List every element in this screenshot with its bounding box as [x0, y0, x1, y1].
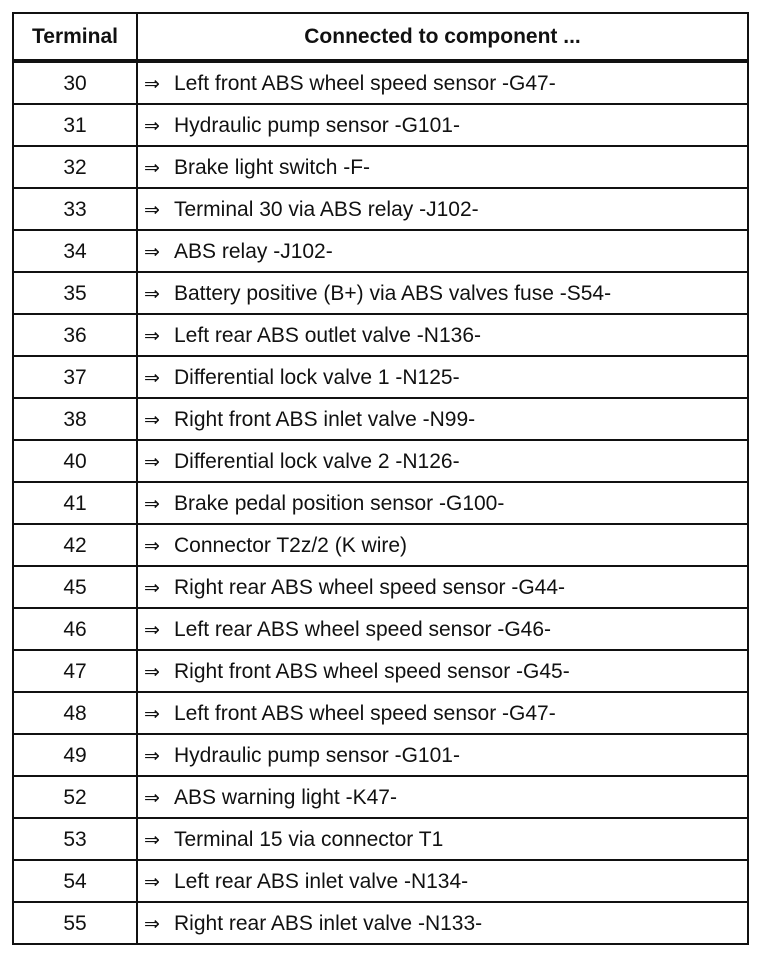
arrow-icon: ⇒	[144, 72, 160, 95]
component-cell	[137, 482, 748, 524]
terminal-number: 36	[13, 314, 137, 356]
component-cell	[137, 230, 748, 272]
component-cell	[137, 356, 748, 398]
component-cell	[137, 650, 748, 692]
component-name: Left rear ABS inlet valve -N134-	[174, 869, 469, 893]
terminal-number: 42	[13, 524, 137, 566]
table-row	[13, 314, 748, 356]
component-name: Differential lock valve 2 -N126-	[174, 449, 460, 473]
table-row	[13, 61, 748, 104]
terminal-number: 40	[13, 440, 137, 482]
table-row	[13, 566, 748, 608]
table-row	[13, 104, 748, 146]
component-name: Battery positive (B+) via ABS valves fuse -S54-	[174, 281, 612, 305]
arrow-icon: ⇒	[144, 240, 160, 263]
component-name: Left front ABS wheel speed sensor -G47-	[174, 71, 556, 95]
terminal-number: 53	[13, 818, 137, 860]
arrow-icon: ⇒	[144, 786, 160, 809]
component-name: ABS warning light -K47-	[174, 785, 397, 809]
arrow-icon: ⇒	[144, 702, 160, 725]
component-cell	[137, 734, 748, 776]
header-row	[13, 13, 748, 61]
component-name: Connector T2z/2 (K wire)	[174, 533, 408, 557]
component-cell	[137, 314, 748, 356]
terminal-number: 54	[13, 860, 137, 902]
table-body	[13, 61, 748, 944]
terminal-connection-table	[12, 12, 749, 945]
component-name: Hydraulic pump sensor -G101-	[174, 743, 460, 767]
component-name: Left front ABS wheel speed sensor -G47-	[174, 701, 556, 725]
component-cell	[137, 440, 748, 482]
table-row	[13, 860, 748, 902]
component-name: Right rear ABS inlet valve -N133-	[174, 911, 483, 935]
table-row	[13, 146, 748, 188]
table-row	[13, 692, 748, 734]
terminal-number: 31	[13, 104, 137, 146]
table-row	[13, 734, 748, 776]
arrow-icon: ⇒	[144, 198, 160, 221]
arrow-icon: ⇒	[144, 534, 160, 557]
table-row	[13, 188, 748, 230]
component-name: Hydraulic pump sensor -G101-	[174, 113, 460, 137]
component-name: Right rear ABS wheel speed sensor -G44-	[174, 575, 566, 599]
component-name: Left rear ABS outlet valve -N136-	[174, 323, 481, 347]
arrow-icon: ⇒	[144, 492, 160, 515]
arrow-icon: ⇒	[144, 114, 160, 137]
table-row	[13, 902, 748, 944]
arrow-icon: ⇒	[144, 828, 160, 851]
table-row	[13, 524, 748, 566]
component-name: ABS relay -J102-	[174, 239, 333, 263]
table-row	[13, 398, 748, 440]
component-name: Terminal 15 via connector T1	[174, 827, 444, 851]
component-cell	[137, 146, 748, 188]
terminal-number: 49	[13, 734, 137, 776]
arrow-icon: ⇒	[144, 450, 160, 473]
arrow-icon: ⇒	[144, 324, 160, 347]
component-name: Differential lock valve 1 -N125-	[174, 365, 460, 389]
terminal-number: 46	[13, 608, 137, 650]
terminal-number: 35	[13, 272, 137, 314]
table-row	[13, 776, 748, 818]
component-cell	[137, 566, 748, 608]
component-cell	[137, 608, 748, 650]
arrow-icon: ⇒	[144, 156, 160, 179]
arrow-icon: ⇒	[144, 618, 160, 641]
component-cell	[137, 188, 748, 230]
table-row	[13, 482, 748, 524]
component-name: Right front ABS inlet valve -N99-	[174, 407, 476, 431]
terminal-number: 41	[13, 482, 137, 524]
arrow-icon: ⇒	[144, 744, 160, 767]
component-cell	[137, 818, 748, 860]
component-cell	[137, 902, 748, 944]
table-row	[13, 230, 748, 272]
header-terminal: Terminal	[13, 13, 137, 61]
terminal-number: 48	[13, 692, 137, 734]
terminal-number: 34	[13, 230, 137, 272]
arrow-icon: ⇒	[144, 282, 160, 305]
component-cell	[137, 776, 748, 818]
component-name: Brake pedal position sensor -G100-	[174, 491, 505, 515]
table-row	[13, 818, 748, 860]
table-row	[13, 650, 748, 692]
terminal-number: 47	[13, 650, 137, 692]
component-cell	[137, 272, 748, 314]
component-cell	[137, 61, 748, 104]
component-cell	[137, 524, 748, 566]
terminal-number: 33	[13, 188, 137, 230]
terminal-number: 37	[13, 356, 137, 398]
component-cell	[137, 398, 748, 440]
arrow-icon: ⇒	[144, 576, 160, 599]
component-cell	[137, 692, 748, 734]
component-name: Terminal 30 via ABS relay -J102-	[174, 197, 479, 221]
terminal-number: 52	[13, 776, 137, 818]
arrow-icon: ⇒	[144, 870, 160, 893]
table-row	[13, 272, 748, 314]
arrow-icon: ⇒	[144, 912, 160, 935]
component-name: Left rear ABS wheel speed sensor -G46-	[174, 617, 552, 641]
terminal-number: 45	[13, 566, 137, 608]
terminal-number: 32	[13, 146, 137, 188]
arrow-icon: ⇒	[144, 660, 160, 683]
terminal-number: 55	[13, 902, 137, 944]
component-cell	[137, 104, 748, 146]
arrow-icon: ⇒	[144, 408, 160, 431]
arrow-icon: ⇒	[144, 366, 160, 389]
component-name: Brake light switch -F-	[174, 155, 371, 179]
component-cell	[137, 860, 748, 902]
terminal-number: 38	[13, 398, 137, 440]
table-row	[13, 440, 748, 482]
table-row	[13, 356, 748, 398]
component-name: Right front ABS wheel speed sensor -G45-	[174, 659, 570, 683]
header-component: Connected to component ...	[137, 13, 748, 61]
terminal-number: 30	[13, 61, 137, 104]
table-row	[13, 608, 748, 650]
